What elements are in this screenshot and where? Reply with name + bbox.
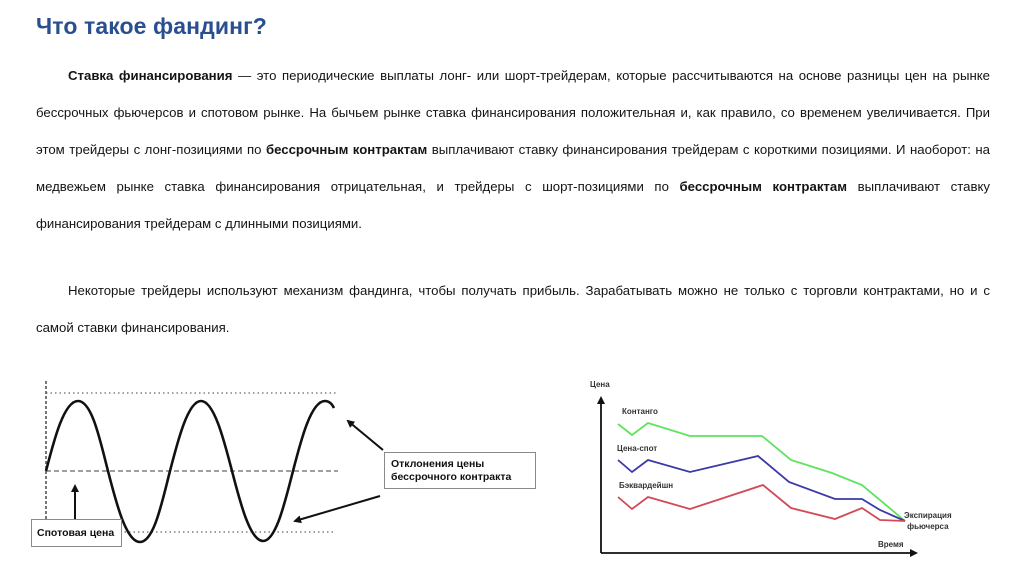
term-funding-rate: Ставка финансирования <box>68 68 233 83</box>
expiration-annotation <box>904 510 952 532</box>
term-perpetual-contracts-2: бессрочным контрактам <box>679 179 847 194</box>
x-axis-label: Время <box>878 540 904 549</box>
legend-backwardation: Бэквардейшн <box>619 481 674 490</box>
series-backwardation-line <box>618 485 905 521</box>
deviation-label-line2: бессрочного контракта <box>391 471 512 483</box>
series-contango-line <box>618 423 905 521</box>
legend-contango: Контанго <box>622 407 658 416</box>
paragraph-text-a: — это периодические выплаты лонг- или шорт-трейдерам, которые рассчитываются на основе разницы цен на рынке бессрочных фьючерсов и спотовом рынке. На бычьем рынке ставка финансирования положительная и, как правило, со временем увеличивается. При этом трейдеры с лонг-позициями по <box>36 68 990 157</box>
legend-spot: Цена-спот <box>617 444 658 453</box>
expiration-line1: Экспирация <box>904 511 952 520</box>
paragraph-text-c: выплачивают ставку финансирования трейдерам с длинными позициями. <box>36 179 990 231</box>
spot-price-label: Спотовая цена <box>31 519 122 547</box>
expiration-line2: фьючерса <box>907 522 949 531</box>
y-axis-label: Цена <box>590 380 610 389</box>
deviation-label <box>384 452 536 489</box>
paragraph-text-b: выплачивают ставку финансирования трейдерам с короткими позициями. И наоборот: на медвежьем рынке ставка финансирования отрицательная, и трейдеры с шорт-позициями по <box>36 142 990 194</box>
arrow-pointer-icon <box>295 496 380 521</box>
page-title: Что такое фандинг? <box>36 13 267 39</box>
term-perpetual-contracts-1: бессрочным контрактам <box>265 142 428 157</box>
paragraph-profit-text: Некоторые трейдеры используют механизм фандинга, чтобы получать прибыль. Зарабатывать можно не только с торговли контрактами, но и с самой ставки финансирования. <box>36 283 990 335</box>
deviation-label-line1: Отклонения цены <box>391 458 485 470</box>
arrow-pointer-icon <box>348 421 383 450</box>
